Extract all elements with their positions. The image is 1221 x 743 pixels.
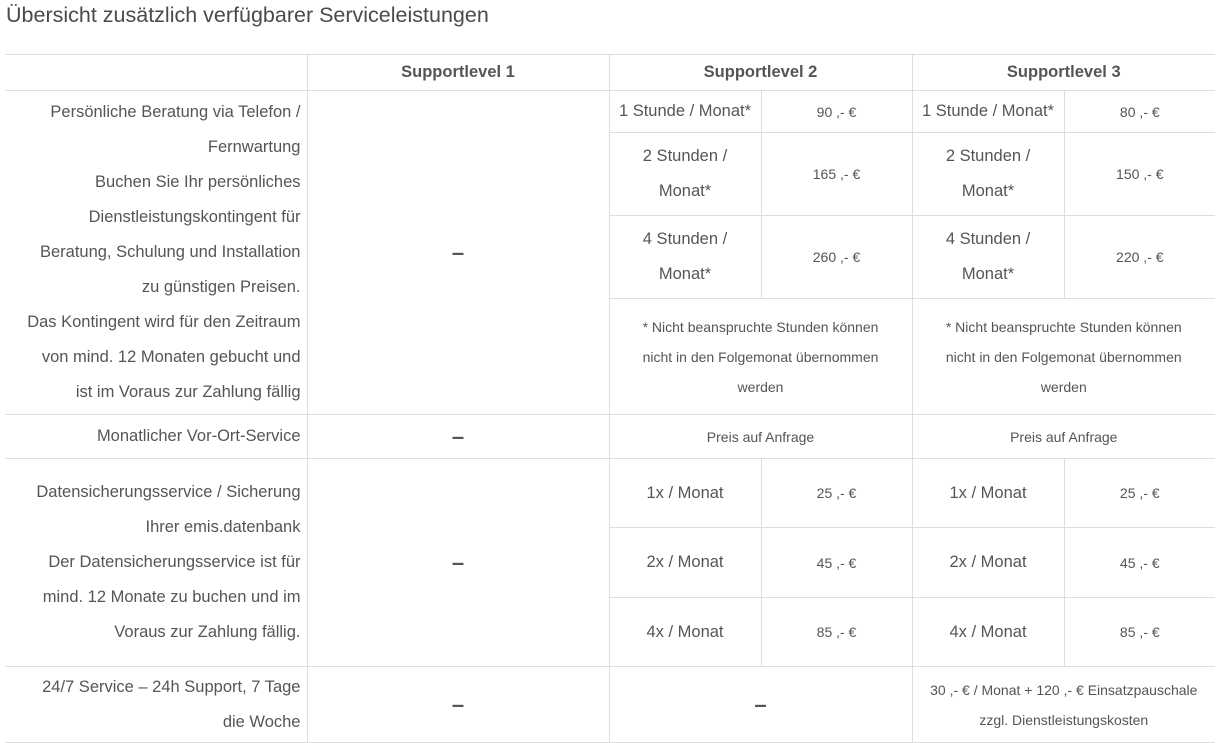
package-price: 80 ,- € xyxy=(1064,91,1215,133)
package-label: 1x / Monat xyxy=(912,459,1064,528)
supportlevel-2-unavailable: – xyxy=(609,667,912,743)
package-price: 220 ,- € xyxy=(1064,216,1215,299)
package-label: 2 Stunden / Monat* xyxy=(912,133,1064,216)
package-price: 260 ,- € xyxy=(761,216,912,299)
header-supportlevel-1: Supportlevel 1 xyxy=(307,55,609,91)
package-label: 4 Stunden / Monat* xyxy=(609,216,761,299)
package-price: 85 ,- € xyxy=(1064,598,1215,667)
supportlevel-1-unavailable: – xyxy=(307,91,609,415)
supportlevel-1-unavailable: – xyxy=(307,459,609,667)
package-label: 1x / Monat xyxy=(609,459,761,528)
package-label: 4 Stunden / Monat* xyxy=(912,216,1064,299)
package-price: 90 ,- € xyxy=(761,91,912,133)
beratung-label-cell xyxy=(5,91,307,415)
page-title: Übersicht zusätzlich verfügbarer Serviceleistungen xyxy=(6,3,489,27)
price-on-request: Preis auf Anfrage xyxy=(912,415,1215,459)
table-row xyxy=(5,459,1215,528)
header-service xyxy=(5,55,307,91)
header-supportlevel-3: Supportlevel 3 xyxy=(912,55,1215,91)
hours-note: * Nicht beanspruchte Stunden können nicht in den Folgemonat übernommen werden xyxy=(912,299,1215,415)
header-supportlevel-2: Supportlevel 2 xyxy=(609,55,912,91)
package-label: 4x / Monat xyxy=(912,598,1064,667)
package-label: 1 Stunde / Monat* xyxy=(609,91,761,133)
row-label: 24/7 Service – 24h Support, 7 Tage die Woche xyxy=(5,667,307,743)
package-price: 150 ,- € xyxy=(1064,133,1215,216)
package-label: 1 Stunde / Monat* xyxy=(912,91,1064,133)
package-label: 2x / Monat xyxy=(912,528,1064,598)
row-label: Monatlicher Vor-Ort-Service xyxy=(5,415,307,459)
package-price: 165 ,- € xyxy=(761,133,912,216)
supportlevel-1-unavailable: – xyxy=(307,415,609,459)
package-label: 2x / Monat xyxy=(609,528,761,598)
header-row xyxy=(5,55,1215,91)
services-table xyxy=(5,54,1215,743)
sicherung-label-cell xyxy=(5,459,307,667)
package-label: 2 Stunden / Monat* xyxy=(609,133,761,216)
hours-note: * Nicht beanspruchte Stunden können nicht in den Folgemonat übernommen werden xyxy=(609,299,912,415)
package-price: 85 ,- € xyxy=(761,598,912,667)
package-price: 45 ,- € xyxy=(1064,528,1215,598)
row-label: Persönliche Beratung via Telefon / Fernwartung Buchen Sie Ihr persönliches Dienstleistungskontingent für Beratung, Schulung und Installation zu günstigen Preisen. Das Kontingent wird für den Zeitraum von mind. 12 Monaten gebucht und ist im Voraus zur Zahlung fällig xyxy=(27,103,301,401)
package-label: 4x / Monat xyxy=(609,598,761,667)
table-row xyxy=(5,667,1215,743)
row-label: Datensicherungsservice / Sicherung Ihrer emis.datenbank Der Datensicherungsservice ist für mind. 12 Monate zu buchen und im Voraus zur Zahlung fällig. xyxy=(36,483,301,641)
package-price: 25 ,- € xyxy=(1064,459,1215,528)
supportlevel-1-unavailable: – xyxy=(307,667,609,743)
service247-price: 30 ,- € / Monat + 120 ,- € Einsatzpauschale zzgl. Dienstleistungskosten xyxy=(912,667,1215,743)
price-on-request: Preis auf Anfrage xyxy=(609,415,912,459)
package-price: 45 ,- € xyxy=(761,528,912,598)
package-price: 25 ,- € xyxy=(761,459,912,528)
table-row xyxy=(5,91,1215,133)
table-row xyxy=(5,415,1215,459)
